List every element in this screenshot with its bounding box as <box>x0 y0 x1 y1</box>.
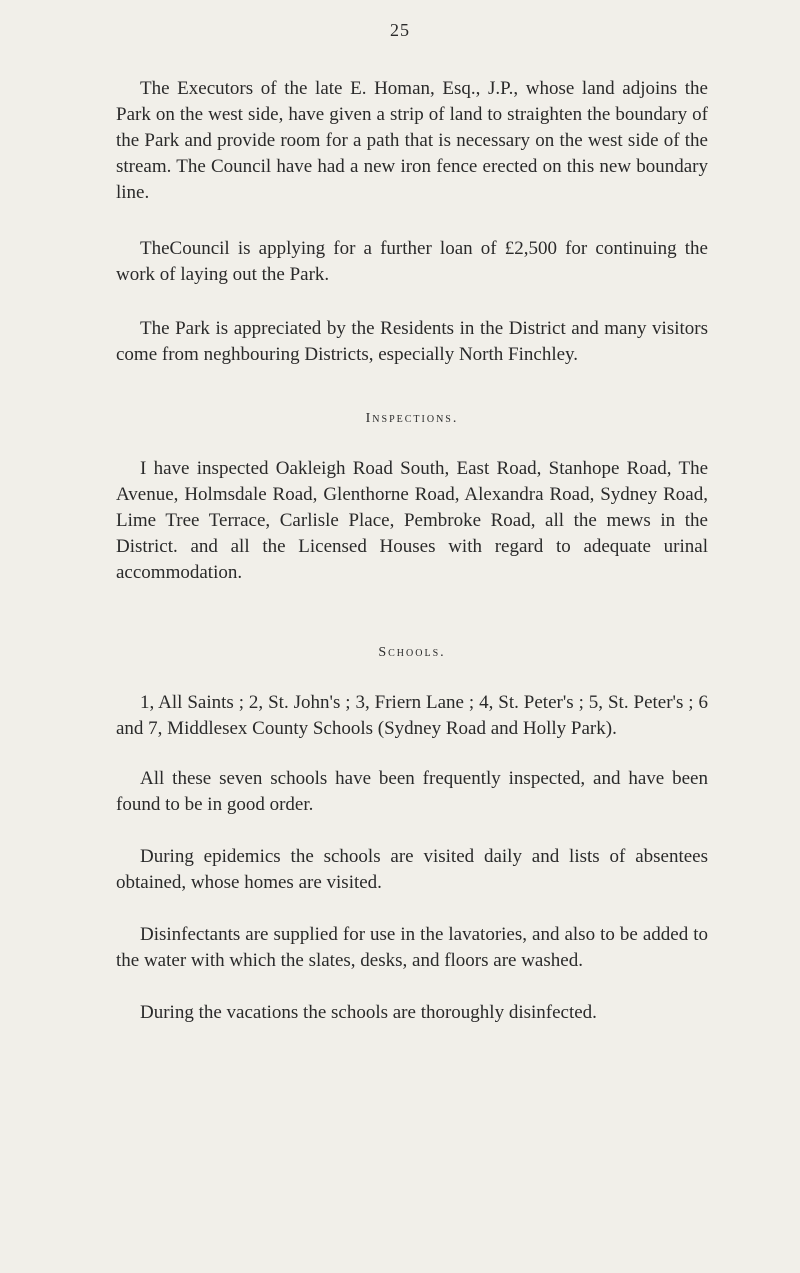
document-body <box>116 76 708 1026</box>
paragraph-park-appreciation: The Park is appreciated by the Residents in the District and many visitors come from neghbouring Districts, especially North Finchley. <box>116 318 708 365</box>
inspections-heading: Inspections. <box>365 411 459 426</box>
paragraph-schools-inspected: All these seven schools have been frequently inspected, and have been found to be in good order. <box>116 768 708 815</box>
paragraph-schools-disinfectants: Disinfectants are supplied for use in the lavatories, and also to be added to the water with which the slates, desks, and floors are washed. <box>116 924 708 971</box>
paragraph-schools-vacations: During the vacations the schools are thoroughly disinfected. <box>140 1002 597 1023</box>
paragraph-schools-epidemics: During epidemics the schools are visited daily and lists of absentees obtained, whose homes are visited. <box>116 846 708 893</box>
schools-heading: Schools. <box>378 645 446 660</box>
paragraph-schools-list: 1, All Saints ; 2, St. John's ; 3, Friern Lane ; 4, St. Peter's ; 5, St. Peter's ; 6 and 7, Middlesex County Schools (Sydney Road and Holly Park). <box>116 692 708 739</box>
page-number: 25 <box>390 20 410 40</box>
paragraph-park-boundary: The Executors of the late E. Homan, Esq., J.P., whose land adjoins the Park on the west side, have given a strip of land to straighten the boundary of the Park and provide room for a path that is necessary on the west side of the stream. The Council have had a new iron fence erected on this new boundary line. <box>116 78 708 203</box>
paragraph-park-loan: TheCouncil is applying for a further loan of £2,500 for continuing the work of laying out the Park. <box>116 238 708 285</box>
paragraph-inspections: I have inspected Oakleigh Road South, East Road, Stanhope Road, The Avenue, Holmsdale Road, Glenthorne Road, Alexandra Road, Sydney Road, Lime Tree Terrace, Carlisle Place, Pembroke Road, all the mews in the District. and all the Licensed Houses with regard to adequate urinal accommodation. <box>116 458 708 583</box>
